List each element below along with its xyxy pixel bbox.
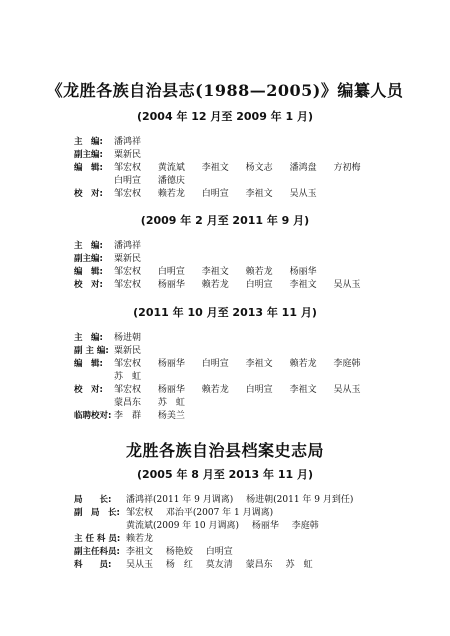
person-name: 邹宏权 <box>114 163 142 173</box>
person-name: 苏 虹 <box>114 372 142 382</box>
person-name: 杨 红 <box>165 560 193 570</box>
name-list <box>126 546 243 559</box>
person-name: 白明宣 <box>157 267 185 277</box>
page-title-editors: 《龙胜各族自治县志(1988—2005)》编纂人员 <box>46 81 404 100</box>
name-list <box>114 136 155 149</box>
person-name: 李祖文 <box>201 163 229 173</box>
name-list <box>114 266 331 279</box>
name-list <box>114 410 199 423</box>
role-label: 编 辑: <box>74 359 103 369</box>
name-list <box>114 358 374 371</box>
name-list <box>114 253 155 266</box>
person-name: 邹宏权 <box>114 280 142 290</box>
name-list <box>126 494 363 507</box>
person-name: 邹宏权 <box>114 267 142 277</box>
role-label: 编 辑: <box>74 163 103 173</box>
person-name: 李 群 <box>114 411 142 421</box>
person-name: 白明宣 <box>201 359 229 369</box>
name-list <box>114 371 155 384</box>
person-name: 邹宏权 <box>126 508 154 518</box>
role-label: 副主任科员: <box>74 547 120 557</box>
person-name: 赖若龙 <box>126 534 154 544</box>
role-label: 校 对: <box>74 385 103 395</box>
role-label: 副主编: <box>74 150 103 160</box>
person-name: 黄流斌 <box>157 163 185 173</box>
period-heading: (2011 年 10 月至 2013 年 11 月) <box>133 306 317 319</box>
person-name: 赖若龙 <box>157 189 185 199</box>
person-name: 邹宏权 <box>114 359 142 369</box>
person-name: 杨文志 <box>245 163 273 173</box>
name-list <box>114 188 331 201</box>
person-name: 邹宏权 <box>114 189 142 199</box>
period-heading: (2004 年 12 月至 2009 年 1 月) <box>136 110 314 123</box>
person-name: 李祖文 <box>201 267 229 277</box>
person-name: 赖若龙 <box>201 280 229 290</box>
name-list <box>126 507 283 520</box>
name-list <box>114 384 374 397</box>
period-heading: (2009 年 2 月至 2011 年 9 月) <box>140 214 310 227</box>
role-label: 局 长: <box>74 495 112 505</box>
person-name: 吴从玉 <box>126 560 154 570</box>
role-label: 主 编: <box>74 333 103 343</box>
role-label: 主 编: <box>74 241 103 251</box>
role-label: 副 局 长: <box>74 508 120 518</box>
name-list <box>114 332 155 345</box>
person-name: 吴从玉 <box>333 280 361 290</box>
person-name: 黄流斌(2009 年 10 月调离) <box>126 521 239 531</box>
name-list <box>114 162 374 175</box>
person-name: 白明宣 <box>201 189 229 199</box>
person-name: 赖若龙 <box>289 359 317 369</box>
person-name: 李祖文 <box>289 280 317 290</box>
name-list <box>114 397 199 410</box>
person-name: 白明宣 <box>245 280 273 290</box>
person-name: 杨美兰 <box>157 411 185 421</box>
page-title-bureau: 龙胜各族自治县档案史志局 <box>125 441 324 460</box>
person-name: 李庭韩 <box>291 521 319 531</box>
person-name: 吴从玉 <box>333 385 361 395</box>
person-name: 杨丽华 <box>289 267 317 277</box>
name-list <box>114 345 155 358</box>
name-list <box>114 279 374 292</box>
person-name: 李祖文 <box>245 359 273 369</box>
person-name: 粟新民 <box>114 346 142 356</box>
person-name: 潘鸿盘 <box>289 163 317 173</box>
person-name: 李祖文 <box>245 189 273 199</box>
role-label: 校 对: <box>74 189 103 199</box>
role-label: 校 对: <box>74 280 103 290</box>
role-label: 科 员: <box>74 560 112 570</box>
person-name: 杨进朝(2011 年 9 月到任) <box>246 495 354 505</box>
role-label: 主 编: <box>74 137 103 147</box>
person-name: 白明宣 <box>205 547 233 557</box>
person-name: 方初梅 <box>333 163 361 173</box>
person-name: 吴从玉 <box>289 189 317 199</box>
name-list <box>126 559 323 572</box>
person-name: 杨丽华 <box>157 280 185 290</box>
person-name: 潘鸿祥(2011 年 9 月调离) <box>126 495 234 505</box>
person-name: 李祖文 <box>126 547 154 557</box>
person-name: 蒙昌东 <box>245 560 273 570</box>
person-name: 潘鸿祥 <box>114 137 142 147</box>
role-label: 编 辑: <box>74 267 103 277</box>
person-name: 邹宏权 <box>114 385 142 395</box>
person-name: 杨丽华 <box>157 385 185 395</box>
person-name: 邓治平(2007 年 1 月调离) <box>165 508 274 518</box>
person-name: 李庭韩 <box>333 359 361 369</box>
person-name: 李祖文 <box>289 385 317 395</box>
person-name: 粟新民 <box>114 254 142 264</box>
person-name: 蒙昌东 <box>114 398 142 408</box>
person-name: 白明宣 <box>114 176 142 186</box>
person-name: 粟新民 <box>114 150 142 160</box>
role-label: 主 任 科 员: <box>74 534 121 544</box>
name-list <box>114 240 155 253</box>
role-label: 临聘校对: <box>74 411 112 421</box>
person-name: 潘德庆 <box>157 176 185 186</box>
role-label: 副 主 编: <box>74 346 109 356</box>
name-list <box>126 533 163 546</box>
period-heading: (2005 年 8 月至 2013 年 11 月) <box>136 468 314 481</box>
person-name: 苏 虹 <box>157 398 185 408</box>
person-name: 赖若龙 <box>201 385 229 395</box>
person-name: 苏 虹 <box>285 560 313 570</box>
person-name: 潘鸿祥 <box>114 241 142 251</box>
name-list <box>114 149 155 162</box>
name-list <box>114 175 199 188</box>
person-name: 杨丽华 <box>251 521 279 531</box>
person-name: 白明宣 <box>245 385 273 395</box>
role-label: 副主编: <box>74 254 103 264</box>
name-list <box>126 520 329 533</box>
person-name: 杨进朝 <box>114 333 142 343</box>
person-name: 杨丽华 <box>157 359 185 369</box>
person-name: 赖若龙 <box>245 267 273 277</box>
person-name: 杨艳姣 <box>165 547 193 557</box>
person-name: 莫友清 <box>205 560 233 570</box>
